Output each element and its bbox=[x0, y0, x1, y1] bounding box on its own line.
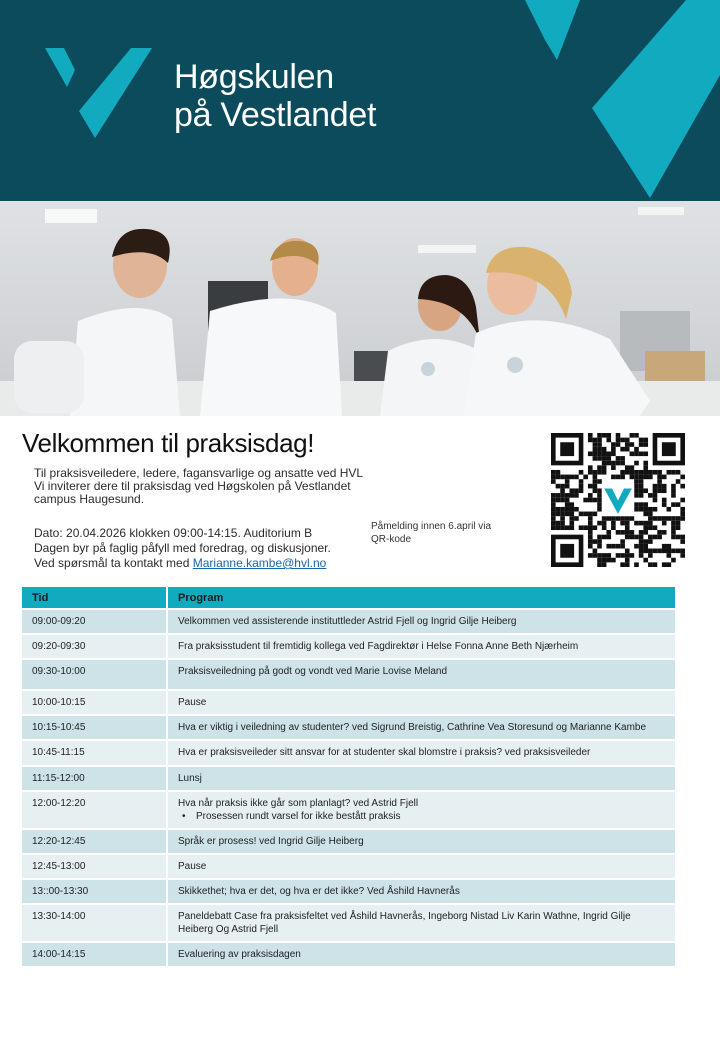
event-details bbox=[34, 526, 414, 571]
row-time: 10:00-10:15 bbox=[22, 689, 168, 714]
row-bullet: • Prosessen rundt varsel for ikke bestått praksis bbox=[196, 810, 665, 823]
decor-big-chevron bbox=[592, 0, 720, 198]
logo-v-left-icon bbox=[45, 48, 75, 87]
table-row bbox=[22, 828, 675, 853]
row-time: 13::00-13:30 bbox=[22, 878, 168, 903]
row-time: 09:30-10:00 bbox=[22, 658, 168, 689]
row-time: 10:45-11:15 bbox=[22, 739, 168, 765]
qr-caption bbox=[551, 566, 685, 571]
contact-line bbox=[34, 556, 414, 571]
row-program: Språk er prosess! ved Ingrid Gilje Heiberg bbox=[168, 828, 675, 853]
page-title: Velkommen til praksisdag! bbox=[22, 428, 315, 458]
intro-line-3: campus Haugesund. bbox=[34, 492, 145, 506]
row-time: 12:45-13:00 bbox=[22, 853, 168, 878]
brand-line-1: Høgskulen bbox=[174, 58, 334, 96]
row-program: Evaluering av praksisdagen bbox=[168, 941, 675, 966]
table-row bbox=[22, 765, 675, 790]
table-row bbox=[22, 853, 675, 878]
row-program: Pause bbox=[168, 853, 675, 878]
contact-prefix: Ved spørsmål ta kontakt med bbox=[34, 556, 193, 570]
row-time: 09:20-09:30 bbox=[22, 633, 168, 658]
header-time: Tid bbox=[22, 587, 168, 608]
row-program: Lunsj bbox=[168, 765, 675, 790]
header-program: Program bbox=[168, 587, 675, 608]
nursing-students-photo bbox=[0, 201, 720, 416]
table-row bbox=[22, 903, 675, 941]
program-description: Dagen byr på faglig påfyll med foredrag, og diskusjoner. bbox=[34, 541, 331, 555]
row-program: Pause bbox=[168, 689, 675, 714]
row-time: 09:00-09:20 bbox=[22, 608, 168, 633]
brand-name bbox=[174, 58, 376, 134]
row-program: Fra praksisstudent til fremtidig kollega ved Fagdirektør i Helse Fonna Anne Beth Njærheim bbox=[168, 633, 675, 658]
table-row bbox=[22, 878, 675, 903]
table-row bbox=[22, 608, 675, 633]
row-time: 11:15-12:00 bbox=[22, 765, 168, 790]
row-program: Hva er viktig i veiledning av studenter? ved Sigrund Breistig, Cathrine Vea Storesund og Marianne Kambe bbox=[168, 714, 675, 739]
table-row bbox=[22, 633, 675, 658]
table-row bbox=[22, 658, 675, 689]
table-row bbox=[22, 941, 675, 966]
header-banner bbox=[0, 0, 720, 201]
table-header-row bbox=[22, 587, 675, 608]
signup-line-2: QR-kode bbox=[371, 534, 412, 545]
row-time: 12:00-12:20 bbox=[22, 790, 168, 828]
row-time: 13:30-14:00 bbox=[22, 903, 168, 941]
row-time: 12:20-12:45 bbox=[22, 828, 168, 853]
contact-email-link[interactable]: Marianne.kambe@hvl.no bbox=[192, 556, 327, 570]
row-program: Velkommen ved assisterende instituttleder Astrid Fjell og Ingrid Gilje Heiberg bbox=[168, 608, 675, 633]
row-bullet-list bbox=[178, 810, 665, 823]
row-program-cell bbox=[168, 790, 675, 828]
table-row bbox=[22, 739, 675, 765]
intro-line-1: Til praksisveiledere, ledere, fagansvarlige og ansatte ved HVL bbox=[34, 466, 364, 480]
table-row bbox=[22, 790, 675, 828]
row-program: Hva er praksisveileder sitt ansvar for at studenter skal blomstre i praksis? ved praksisveileder bbox=[168, 739, 675, 765]
date-line: Dato: 20.04.2026 klokken 09:00-14:15. Auditorium B bbox=[34, 526, 313, 540]
brand-line-2: på Vestlandet bbox=[174, 96, 377, 134]
table-row bbox=[22, 689, 675, 714]
program-table bbox=[22, 587, 675, 966]
decor-top-triangle bbox=[525, 0, 580, 60]
row-program: Hva når praksis ikke går som planlagt? ved Astrid Fjell bbox=[178, 798, 419, 809]
signup-line-1: Påmelding innen 6.april via bbox=[371, 521, 492, 532]
logo-v-right-icon bbox=[79, 48, 152, 138]
row-program: Skikkethet; hva er det, og hva er det ikke? Ved Åshild Havnerås bbox=[168, 878, 675, 903]
intro-line-2: Vi inviterer dere til praksisdag ved Høgskolen på Vestlandet bbox=[34, 479, 351, 493]
row-time: 10:15-10:45 bbox=[22, 714, 168, 739]
row-time: 14:00-14:15 bbox=[22, 941, 168, 966]
row-program: Paneldebatt Case fra praksisfeltet ved Åshild Havnerås, Ingeborg Nistad Liv Karin Wathne, Ingrid Gilje Heiberg Og Astrid Fjell bbox=[168, 903, 675, 941]
intro-text bbox=[34, 467, 414, 506]
row-program: Praksisveiledning på godt og vondt ved Marie Lovise Meland bbox=[168, 658, 675, 689]
table-row bbox=[22, 714, 675, 739]
signup-note bbox=[371, 520, 521, 546]
qr-code-icon[interactable] bbox=[551, 433, 685, 567]
